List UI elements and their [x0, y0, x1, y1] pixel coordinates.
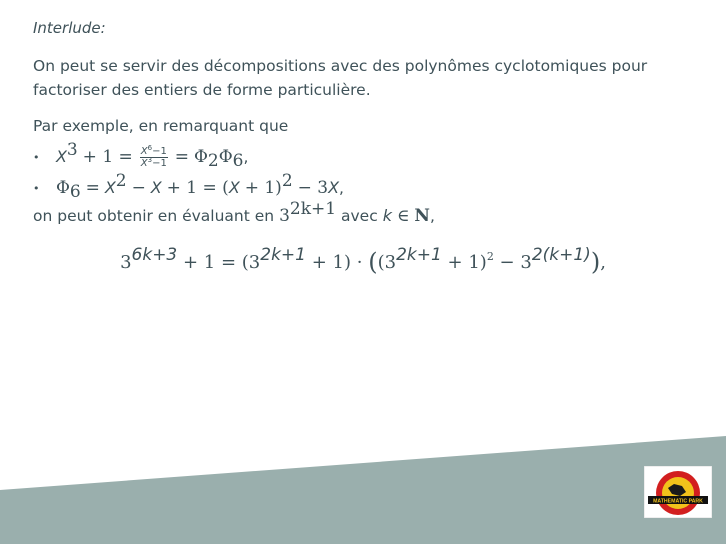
math-exponent: 2k+1: [396, 245, 442, 265]
math-text: + 1) ·: [311, 252, 363, 273]
math-subscript: 6: [69, 182, 81, 202]
math-exponent: 2: [281, 171, 293, 191]
math-symbol: Φ: [55, 178, 70, 198]
math-text: =: [174, 147, 189, 167]
math-text: − 3: [297, 178, 329, 198]
eval-text: on peut obtenir en évaluant en: [33, 207, 275, 225]
math-paren: (: [368, 248, 378, 276]
eval-text: avec: [341, 207, 378, 225]
math-base: 3: [279, 206, 290, 226]
math-text: + 1 =: [82, 147, 133, 167]
math-variable: X: [150, 178, 162, 197]
math-text: 3: [120, 252, 132, 273]
math-symbol: Φ: [193, 147, 208, 167]
math-symbol: Φ: [218, 147, 233, 167]
math-variable: X: [328, 178, 340, 197]
interlude-heading: Interlude:: [33, 19, 106, 37]
math-text: −: [131, 178, 146, 198]
mathematic-park-logo: [644, 466, 712, 518]
math-paren: ): [590, 248, 601, 276]
math-text: =: [85, 178, 100, 198]
math-text: + 1): [244, 178, 282, 198]
math-text: + 1): [447, 252, 487, 273]
bullet-dot: •: [33, 182, 40, 195]
math-exponent: 3: [147, 156, 153, 164]
math-variable: X: [228, 178, 240, 197]
naturals-symbol: N: [414, 206, 430, 226]
math-exponent: 6: [147, 144, 153, 152]
math-text: + 1 = (3: [183, 252, 261, 273]
paragraph-intro: On peut se servir des décompositions avec des polynômes cyclotomiques pour factoriser des entiers de forme particulière.: [33, 57, 648, 99]
math-variable: X: [140, 146, 148, 157]
math-text: ,: [243, 148, 249, 166]
math-text: − 3: [499, 252, 532, 273]
logo-text: MATHEMATIC PARK: [653, 498, 703, 505]
logo-graphic: [644, 466, 712, 518]
math-exponent: 2: [486, 250, 494, 263]
eval-text: ,: [429, 207, 435, 225]
math-variable: X: [104, 178, 116, 197]
math-subscript: 6: [232, 151, 244, 171]
math-text: + 1 = (: [166, 178, 229, 198]
bullet-dot: •: [33, 151, 40, 164]
math-exponent: 2k+1: [289, 199, 337, 219]
math-text: −1: [152, 146, 167, 157]
math-exponent: 3: [66, 140, 78, 160]
math-exponent: 2: [115, 171, 127, 191]
paragraph-example: Par exemple, en remarquant que: [33, 117, 289, 135]
math-symbol: ∈: [396, 206, 410, 226]
math-text: ,: [339, 179, 344, 197]
math-subscript: 2: [207, 151, 219, 171]
math-text: (3: [377, 252, 397, 273]
math-text: −1: [152, 158, 167, 169]
math-variable: k: [382, 206, 392, 225]
math-exponent: 2(k+1): [531, 245, 591, 265]
math-variable: X: [140, 158, 148, 169]
math-exponent: 2k+1: [260, 245, 306, 265]
band-shape: [0, 436, 726, 544]
math-text: ,: [600, 252, 606, 273]
math-variable: X: [55, 147, 67, 166]
math-exponent: 6k+3: [131, 245, 178, 265]
